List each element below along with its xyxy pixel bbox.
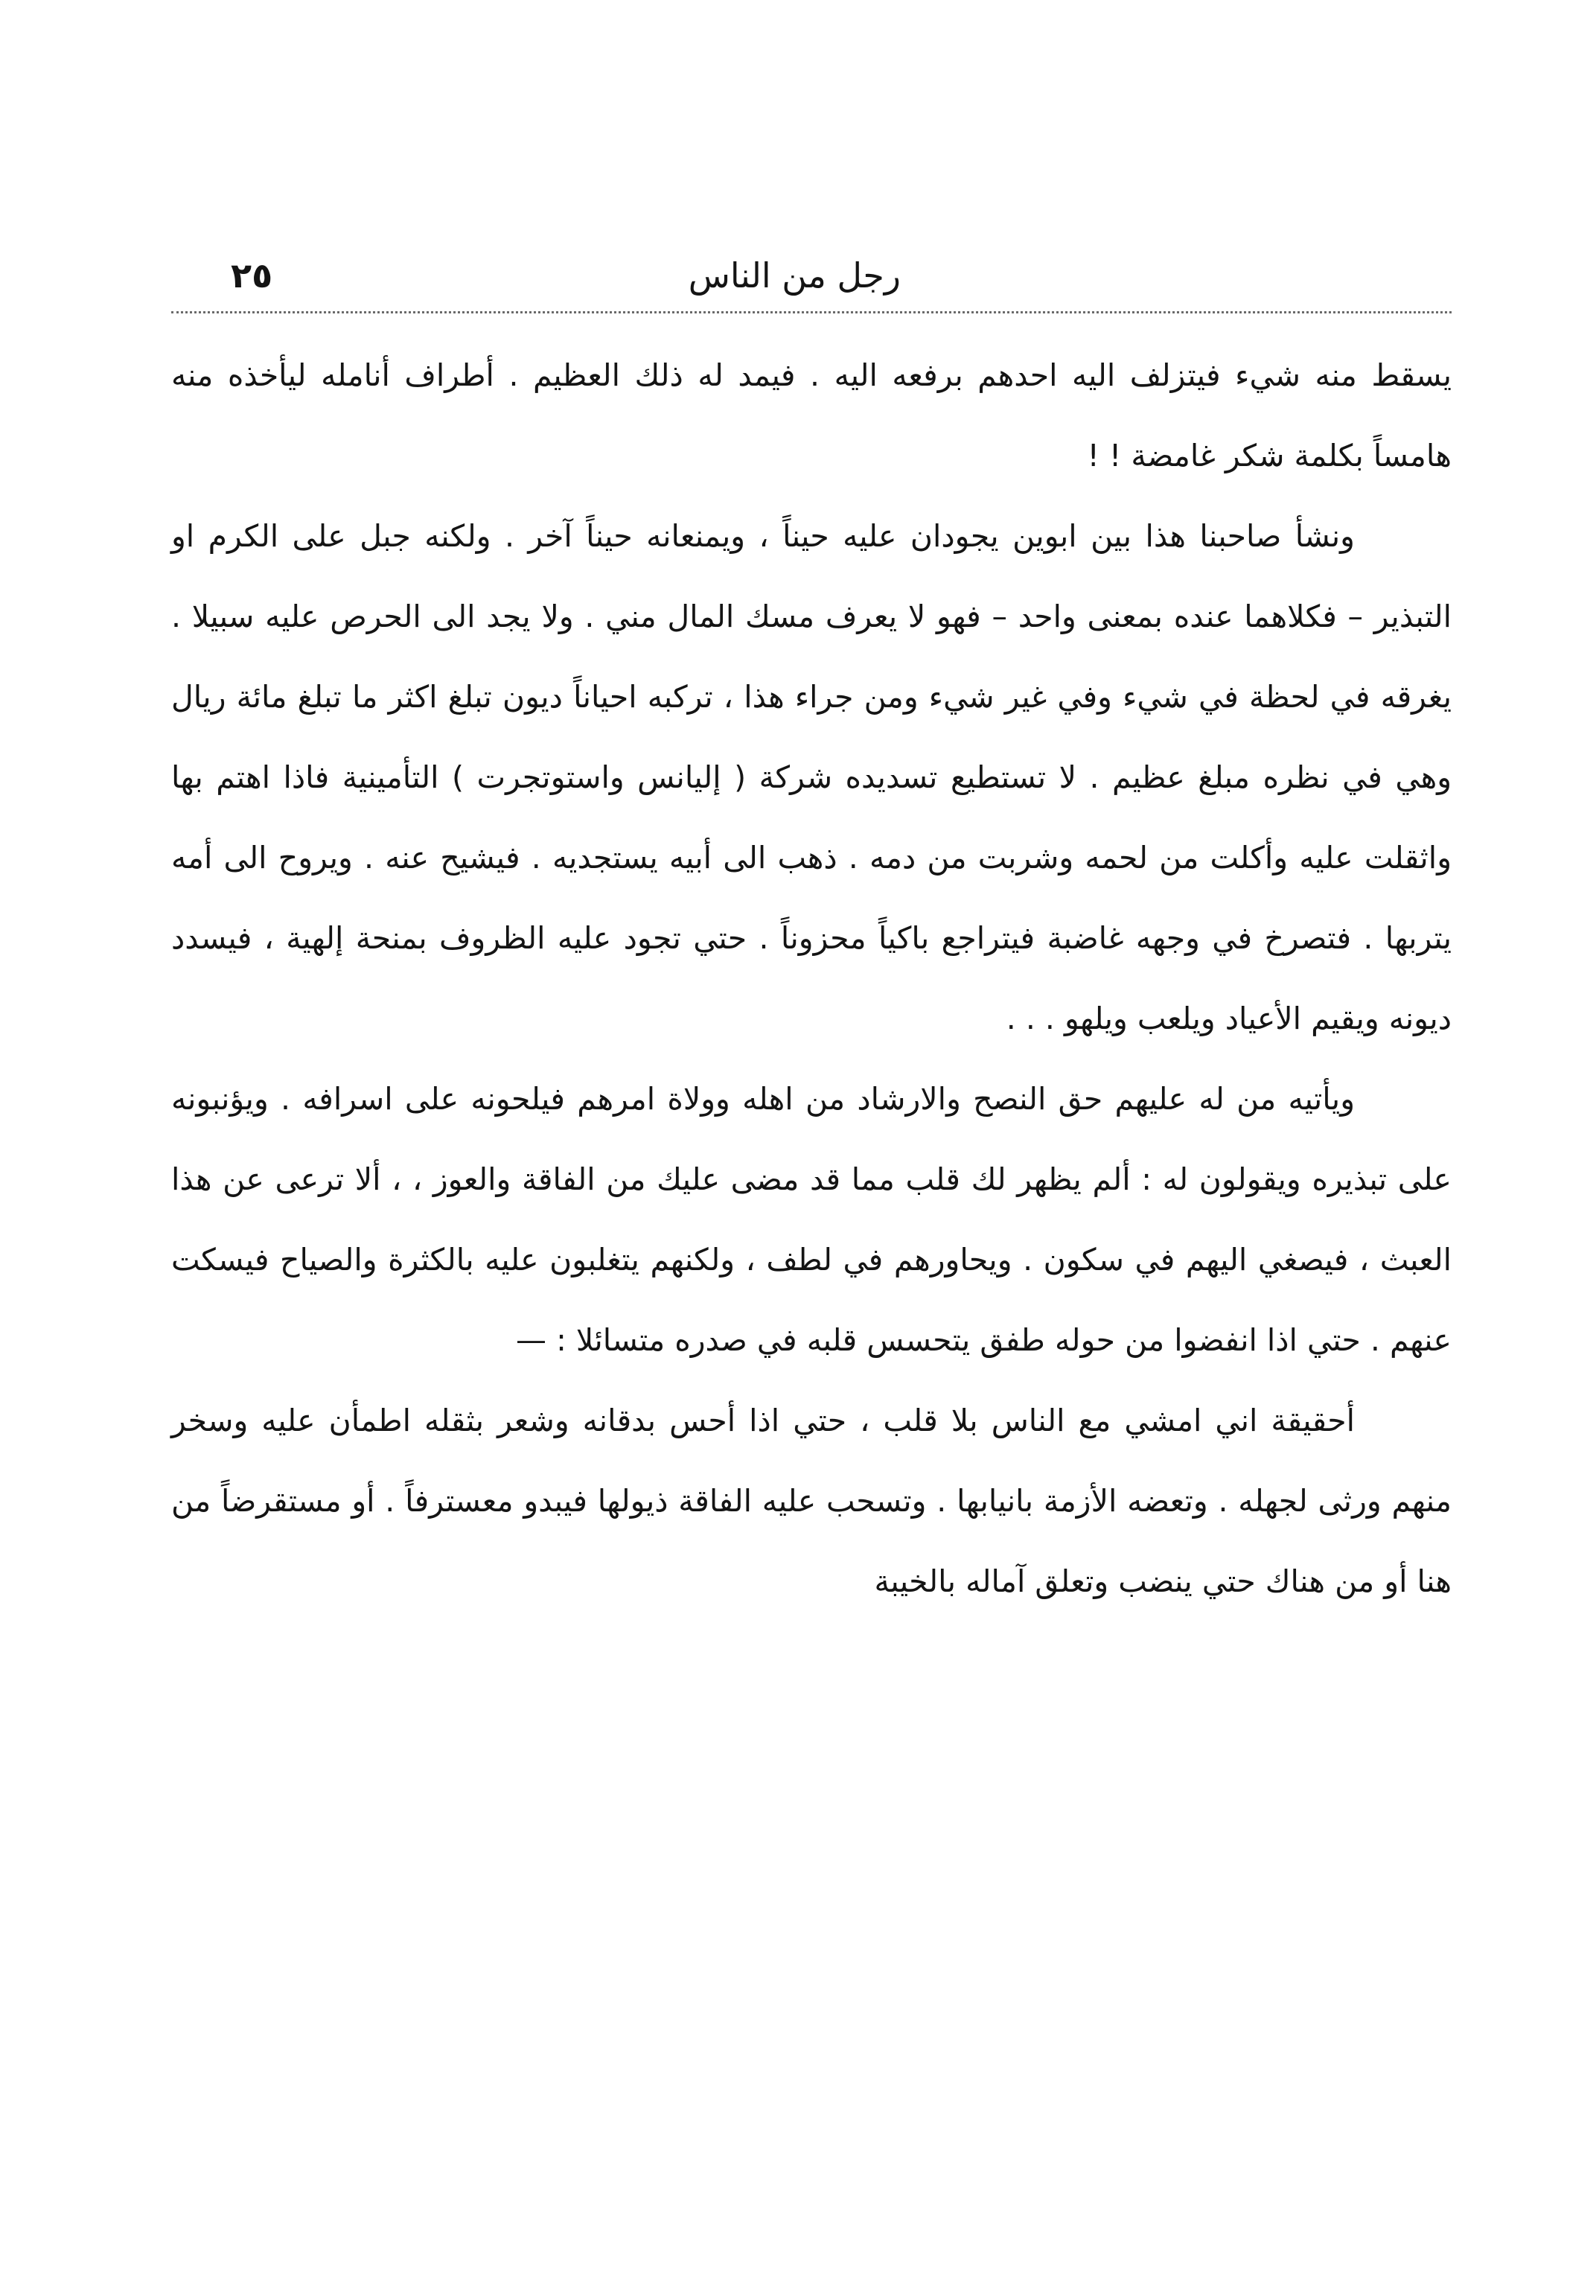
paragraph: ونشأ صاحبنا هذا بين ابوين يجودان عليه حيناً ، ويمنعانه حيناً آخر . ولكنه جبل على الكرم او التبذير – فكلاهما عنده بمعنى واحد – فهو لا يعرف مسك المال مني . ولا يجد الى الحرص عليه سبيلا . يغرقه في لحظة في شيء وفي غير شيء ومن جراء هذا ، تركبه احياناً ديون تبلغ اكثر ما تبلغ مائة ريال وهي في نظره مبلغ عظيم . لا تستطيع تسديده شركة ( إليانس واستوتجرت ) التأمينية فاذا اهتم بها واثقلت عليه وأكلت من لحمه وشربت من دمه . ذهب الى أبيه يستجديه . فيشيح عنه . ويروح الى أمه يتربها . فتصرخ في وجهه غاضبة فيتراجع باكياً محزوناً . حتي تجود عليه الظروف بمنحة إلهية ، فيسدد ديونه ويقيم الأعياد ويلعب ويلهو . . . [171, 518, 1452, 1036]
paragraph: أحقيقة اني امشي مع الناس بلا قلب ، حتي اذا أحس بدقانه وشعر بثقله اطمأن عليه وسخر منهم ورثى لجهله . وتعضه الأزمة بانيابها . وتسحب عليه الفاقة ذيولها فيبدو معسترفاً . أو مستقرضاً من هنا أو من هناك حتي ينضب وتعلق آماله بالخيبة [171, 1403, 1452, 1599]
page-header [171, 246, 1452, 305]
body-text [171, 335, 1452, 1621]
running-title: رجل من الناس [688, 255, 901, 296]
paragraph-continued: يسقط منه شيء فيتزلف اليه احدهم برفعه اليه . فيمد له ذلك العظيم . أطراف أنامله ليأخذه منه هامساً بكلمة شكر غامضة ! ! [171, 357, 1452, 473]
header-divider [171, 311, 1452, 313]
page-number: ٢٥ [231, 255, 273, 296]
paragraph: ويأتيه من له عليهم حق النصح والارشاد من اهله وولاة امرهم فيلحونه على اسرافه . ويؤنبونه على تبذيره ويقولون له : ألم يظهر لك قلب مما قد مضى عليك من الفاقة والعوز ، ، ألا ترعى عن هذا العبث ، فيصغي اليهم في سكون . ويحاورهم في لطف ، ولكنهم يتغلبون عليه بالكثرة والصياح فيسكت عنهم . حتي اذا انفضوا من حوله طفق يتحسس قلبه في صدره متسائلا : — [171, 1081, 1452, 1358]
